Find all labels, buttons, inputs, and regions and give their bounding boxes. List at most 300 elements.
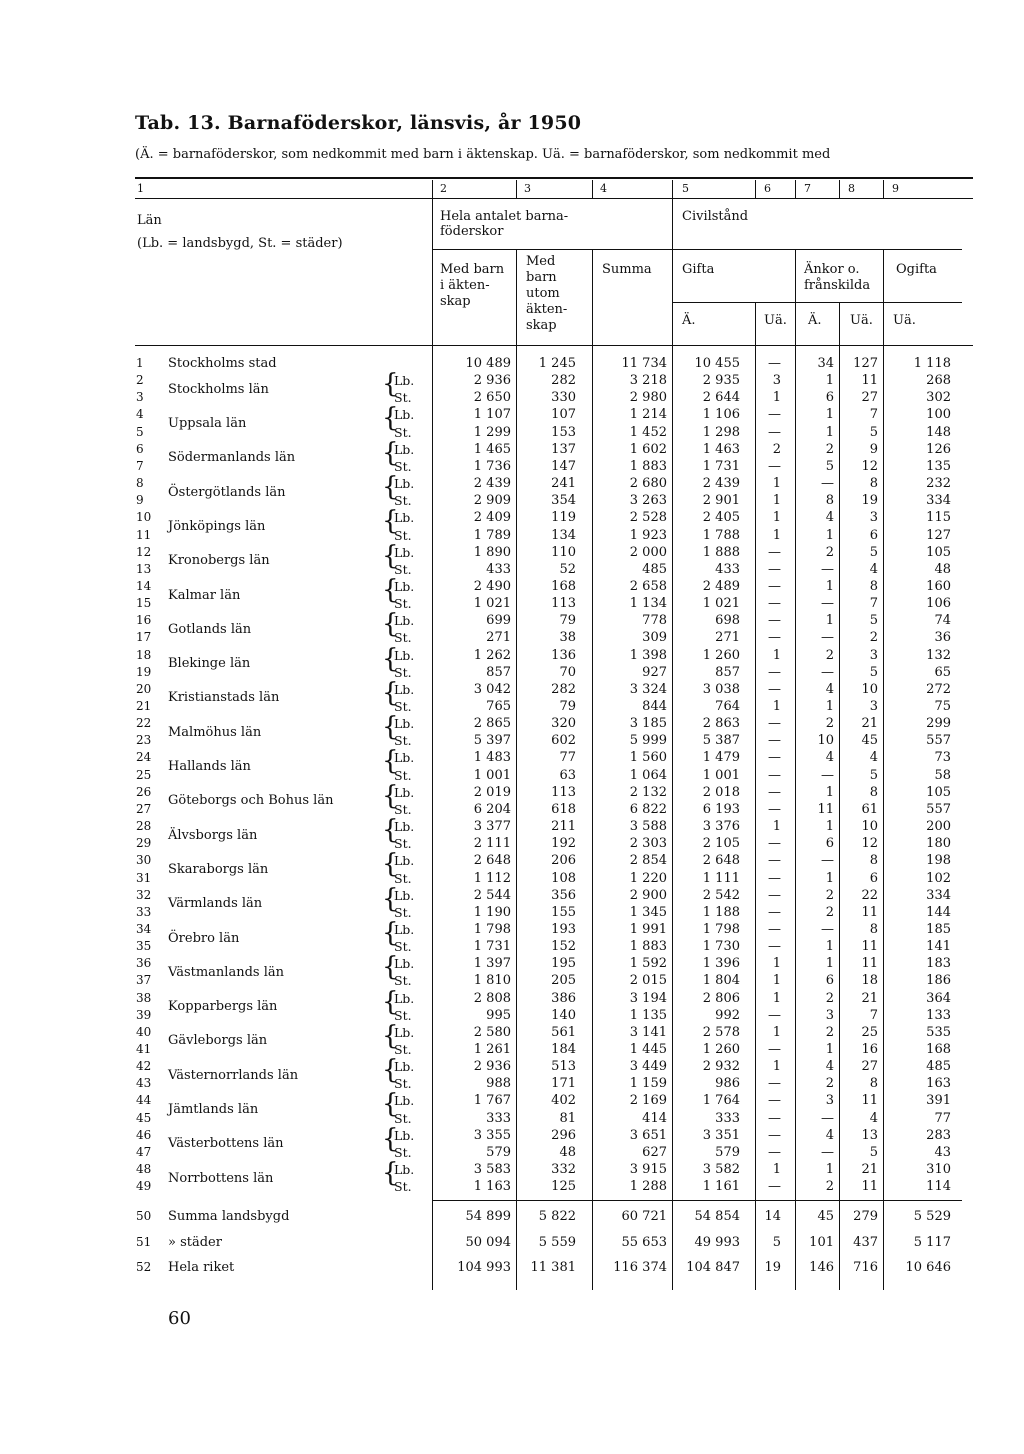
table-cell: 1 001 — [702, 767, 740, 783]
county-name: Västmanlands län — [168, 964, 284, 980]
row-number: 26 — [136, 784, 152, 799]
table-cell: 65 — [934, 664, 951, 680]
table-cell: 11 — [861, 956, 878, 972]
table-cell: — — [768, 578, 781, 594]
table-cell: 4 — [825, 681, 834, 697]
table-cell: 2 644 — [702, 390, 740, 406]
table-cell: 320 — [551, 716, 576, 732]
table-cell: 2 — [825, 647, 834, 663]
table-cell: 4 — [869, 750, 878, 766]
row-number: 9 — [136, 493, 144, 508]
total-cell: 104 847 — [686, 1260, 740, 1275]
row-number: 40 — [136, 1024, 152, 1039]
table-cell: 1 214 — [629, 407, 667, 423]
table-cell: 2 — [825, 1179, 834, 1195]
table-cell: 133 — [926, 1007, 951, 1023]
row-number: 24 — [136, 750, 152, 765]
county-name: Södermanlands län — [168, 450, 296, 466]
table-cell: 334 — [926, 493, 951, 509]
table-cell: 1 106 — [702, 407, 740, 423]
table-cell: 2 — [825, 1076, 834, 1092]
table-cell: 1 602 — [629, 441, 667, 457]
table-cell: 113 — [551, 784, 576, 800]
table-cell: 1 — [772, 699, 781, 714]
county-name: Skaraborgs län — [168, 861, 269, 877]
table-cell: 1 804 — [702, 973, 740, 989]
table-cell: 992 — [715, 1007, 740, 1023]
table-cell: 5 — [869, 664, 878, 680]
table-cell: 386 — [551, 990, 576, 1006]
row-number: 45 — [136, 1110, 152, 1125]
table-cell: 1 — [772, 1059, 781, 1075]
table-cell: — — [821, 853, 834, 869]
hela-rule — [432, 249, 672, 250]
table-cell: 988 — [486, 1076, 511, 1092]
row-area-type: St. — [394, 1144, 412, 1160]
table-cell: 1 159 — [629, 1076, 667, 1092]
table-cell: 627 — [642, 1144, 667, 1160]
header-gifta-a: Ä. — [682, 313, 696, 328]
header-ankor-ua: Uä. — [850, 313, 873, 328]
table-cell: 333 — [486, 1110, 511, 1126]
table-cell: 2 132 — [629, 784, 667, 800]
table-cell: 2 303 — [629, 836, 667, 852]
row-number: 46 — [136, 1127, 152, 1142]
table-cell: — — [768, 921, 781, 937]
row-area-type: St. — [394, 973, 412, 989]
table-cell: 1 — [825, 424, 834, 440]
table-cell: 22 — [861, 887, 878, 903]
table-cell: 2 528 — [629, 510, 667, 526]
table-cell: 332 — [551, 1162, 576, 1178]
table-cell: 147 — [551, 458, 576, 474]
table-cell: 1 — [825, 613, 834, 629]
table-cell: 107 — [551, 407, 576, 423]
table-cell: — — [768, 1093, 781, 1109]
row-number: 50 — [136, 1209, 152, 1223]
row-area-type: St. — [394, 630, 412, 646]
table-cell: 1 — [825, 699, 834, 714]
table-cell: 1 890 — [473, 544, 511, 560]
county-name: Västernorrlands län — [168, 1067, 299, 1083]
table-cell: 6 822 — [629, 801, 667, 817]
table-cell: 106 — [926, 596, 951, 612]
total-cell: 5 529 — [913, 1209, 951, 1224]
table-cell: 1 — [772, 476, 781, 492]
row-area-type: Lb. — [394, 441, 415, 457]
table-cell: 7 — [869, 407, 878, 423]
county-name: Hallands län — [168, 759, 251, 775]
table-cell: 63 — [559, 767, 576, 783]
row-area-type: Lb. — [394, 476, 415, 492]
table-cell: 2 806 — [702, 990, 740, 1006]
table-cell: 1 — [772, 1162, 781, 1178]
table-cell: 73 — [934, 750, 951, 766]
table-cell: 1 001 — [473, 767, 511, 783]
table-cell: 6 — [869, 870, 878, 886]
table-cell: 354 — [551, 493, 576, 509]
table-cell: 241 — [551, 476, 576, 492]
table-cell: 1 111 — [702, 870, 740, 886]
table-cell: 2 — [825, 904, 834, 920]
table-cell: 1 299 — [473, 424, 511, 440]
table-cell: 11 — [861, 939, 878, 955]
table-cell: 6 — [825, 390, 834, 406]
table-cell: 2 489 — [702, 578, 740, 594]
table-cell: 3 449 — [629, 1059, 667, 1075]
table-cell: 1 260 — [702, 647, 740, 663]
table-cell: — — [768, 1144, 781, 1160]
table-cell: 70 — [559, 664, 576, 680]
table-cell: 1 789 — [473, 527, 511, 543]
table-cell: 698 — [715, 613, 740, 629]
table-cell: 3 324 — [629, 681, 667, 697]
row-area-type: Lb. — [394, 990, 415, 1006]
table-cell: 127 — [926, 527, 951, 543]
total-cell: 116 374 — [613, 1260, 667, 1275]
table-cell: 2 405 — [702, 510, 740, 526]
table-cell: 3 582 — [702, 1162, 740, 1178]
row-number: 43 — [136, 1076, 152, 1091]
page-number: 60 — [168, 1308, 191, 1329]
row-number: 38 — [136, 990, 152, 1005]
brace-icon: { — [382, 849, 399, 880]
county-name: Blekinge län — [168, 656, 251, 672]
table-cell: 271 — [486, 630, 511, 646]
header-med-barn-1: Med barn — [440, 262, 505, 277]
table-cell: — — [768, 767, 781, 783]
row-number: 42 — [136, 1059, 152, 1074]
row-area-type: St. — [394, 458, 412, 474]
table-cell: 844 — [642, 699, 667, 714]
table-cell: 2 865 — [473, 716, 511, 732]
row-number: 14 — [136, 578, 152, 593]
brace-icon: { — [382, 677, 399, 708]
table-cell: 1 736 — [473, 458, 511, 474]
table-cell: 414 — [642, 1110, 667, 1126]
table-cell: 618 — [551, 801, 576, 817]
table-cell: — — [821, 630, 834, 646]
table-cell: 3 — [825, 1007, 834, 1023]
table-cell: 283 — [926, 1127, 951, 1143]
table-cell: — — [821, 561, 834, 577]
table-cell: 7 — [869, 596, 878, 612]
table-cell: 2 018 — [702, 784, 740, 800]
table-cell: — — [821, 921, 834, 937]
header-summa: Summa — [602, 262, 652, 277]
table-cell: 7 — [869, 1007, 878, 1023]
table-cell: 102 — [926, 870, 951, 886]
col-rule-6-top — [755, 180, 756, 198]
colnum-6: 6 — [764, 182, 771, 195]
row-area-type: Lb. — [394, 510, 415, 526]
brace-icon: { — [382, 1123, 399, 1154]
row-number: 5 — [136, 424, 144, 439]
table-cell: 3 351 — [702, 1127, 740, 1143]
table-cell: 995 — [486, 1007, 511, 1023]
table-cell: 2 169 — [629, 1093, 667, 1109]
row-number: 2 — [136, 373, 144, 388]
table-cell: 27 — [861, 390, 878, 406]
header-ogifta-ua: Uä. — [893, 313, 916, 328]
table-cell: 1 — [825, 1162, 834, 1178]
table-cell: 1 883 — [629, 458, 667, 474]
header-bottom-rule — [135, 345, 973, 346]
table-cell: 52 — [559, 561, 576, 577]
table-cell: 1 261 — [473, 1042, 511, 1057]
table-cell: 113 — [551, 596, 576, 612]
table-cell: — — [768, 1076, 781, 1092]
total-cell: 54 899 — [465, 1209, 511, 1224]
table-cell: 1 479 — [702, 750, 740, 766]
row-number: 16 — [136, 613, 152, 628]
civil-rule — [672, 249, 962, 250]
table-cell: 211 — [551, 819, 576, 835]
table-cell: 2 490 — [473, 578, 511, 594]
table-cell: — — [768, 630, 781, 646]
table-cell: 1 161 — [702, 1179, 740, 1195]
row-number: 39 — [136, 1007, 152, 1022]
table-cell: — — [768, 613, 781, 629]
table-cell: 2 111 — [473, 836, 511, 852]
table-cell: — — [821, 1144, 834, 1160]
table-cell: 3 355 — [473, 1127, 511, 1143]
row-area-type: Lb. — [394, 373, 415, 389]
county-name: Västerbottens län — [168, 1136, 284, 1152]
row-number: 41 — [136, 1042, 152, 1056]
table-cell: 272 — [926, 681, 951, 697]
table-cell: — — [768, 1179, 781, 1195]
table-cell: 79 — [559, 699, 576, 714]
table-cell: 3 — [825, 1093, 834, 1109]
colnum-8: 8 — [848, 182, 855, 195]
table-cell: 18 — [861, 973, 878, 989]
table-cell: 13 — [861, 1127, 878, 1143]
table-cell: 1 190 — [473, 904, 511, 920]
table-cell: 1 — [772, 956, 781, 972]
table-cell: 391 — [926, 1093, 951, 1109]
brace-icon: { — [382, 746, 399, 777]
header-med-utom-3: utom — [526, 286, 560, 301]
table-cell: 282 — [551, 373, 576, 389]
table-cell: 127 — [853, 356, 878, 371]
table-cell: 557 — [926, 733, 951, 749]
table-cell: 1 245 — [538, 356, 576, 371]
table-cell: 302 — [926, 390, 951, 406]
table-cell: 61 — [861, 801, 878, 817]
colnum-3: 3 — [524, 182, 531, 195]
table-cell: 3 141 — [629, 1024, 667, 1040]
table-cell: 485 — [642, 561, 667, 577]
table-cell: 81 — [559, 1110, 576, 1126]
table-cell: 1 — [772, 527, 781, 543]
table-cell: 148 — [926, 424, 951, 440]
table-cell: 282 — [551, 681, 576, 697]
table-cell: 155 — [551, 904, 576, 920]
table-cell: 5 — [869, 767, 878, 783]
table-cell: 334 — [926, 887, 951, 903]
header-med-utom-5: skap — [526, 318, 557, 333]
table-cell: 132 — [926, 647, 951, 663]
row-number: 28 — [136, 819, 152, 834]
table-cell: 48 — [934, 561, 951, 577]
table-cell: 2 901 — [702, 493, 740, 509]
table-cell: 1 — [772, 990, 781, 1006]
county-name: Gotlands län — [168, 621, 252, 637]
table-cell: 433 — [715, 561, 740, 577]
total-label: » städer — [168, 1235, 222, 1250]
row-area-type: Lb. — [394, 921, 415, 937]
table-cell: 186 — [926, 973, 951, 989]
row-number: 15 — [136, 596, 152, 611]
table-cell: 6 — [825, 836, 834, 852]
table-cell: 1 731 — [702, 458, 740, 474]
row-area-type: St. — [394, 1110, 412, 1126]
county-name: Uppsala län — [168, 416, 247, 432]
table-cell: 184 — [551, 1042, 576, 1057]
table-cell: 1 — [825, 819, 834, 835]
table-cell: — — [768, 596, 781, 612]
row-number: 18 — [136, 647, 152, 662]
table-cell: — — [768, 750, 781, 766]
table-cell: 2 900 — [629, 887, 667, 903]
row-area-type: St. — [394, 1042, 412, 1057]
brace-icon: { — [382, 574, 399, 605]
table-cell: 1 260 — [702, 1042, 740, 1057]
table-cell: 58 — [934, 767, 951, 783]
row-area-type: Lb. — [394, 819, 415, 835]
table-cell: 513 — [551, 1059, 576, 1075]
table-cell: — — [821, 596, 834, 612]
table-cell: 160 — [926, 578, 951, 594]
table-cell: — — [768, 561, 781, 577]
table-cell: 108 — [551, 870, 576, 886]
table-cell: — — [768, 939, 781, 955]
table-cell: — — [768, 887, 781, 903]
table-cell: 2 015 — [629, 973, 667, 989]
table-cell: 4 — [825, 1059, 834, 1075]
table-cell: 6 193 — [702, 801, 740, 817]
table-cell: 5 — [869, 544, 878, 560]
colnum-rule — [135, 198, 973, 199]
row-area-type: Lb. — [394, 1093, 415, 1109]
table-cell: 79 — [559, 613, 576, 629]
table-cell: 1 — [825, 870, 834, 886]
table-cell: — — [768, 904, 781, 920]
table-cell: 2 648 — [702, 853, 740, 869]
county-name: Malmöhus län — [168, 724, 262, 740]
table-cell: 2 105 — [702, 836, 740, 852]
table-cell: 1 — [825, 578, 834, 594]
table-cell: 10 — [861, 681, 878, 697]
table-cell: 1 118 — [913, 356, 951, 371]
brace-icon: { — [382, 643, 399, 674]
table-cell: 1 — [772, 819, 781, 835]
row-area-type: St. — [394, 424, 412, 440]
row-number: 23 — [136, 733, 152, 748]
table-cell: 765 — [486, 699, 511, 714]
total-cell: 5 — [772, 1235, 781, 1250]
table-cell: 1 888 — [702, 544, 740, 560]
header-hela: Hela antalet barna- — [440, 209, 569, 224]
table-cell: 1 923 — [629, 527, 667, 543]
table-cell: 168 — [551, 578, 576, 594]
table-cell: 185 — [926, 921, 951, 937]
total-cell: 5 559 — [538, 1235, 576, 1250]
table-cell: 2 — [825, 887, 834, 903]
table-cell: 927 — [642, 664, 667, 680]
table-cell: 1 107 — [473, 407, 511, 423]
table-cell: 2 — [869, 630, 878, 646]
table-cell: 579 — [486, 1144, 511, 1160]
row-area-type: St. — [394, 527, 412, 543]
row-number: 48 — [136, 1162, 152, 1177]
table-cell: 16 — [861, 1042, 878, 1057]
table-cell: 1 — [825, 407, 834, 423]
brace-icon: { — [382, 1158, 399, 1189]
brace-icon: { — [382, 506, 399, 537]
table-cell: 1 — [772, 1024, 781, 1040]
table-cell: 6 — [869, 527, 878, 543]
header-lan: Län — [137, 213, 162, 228]
colnum-9: 9 — [892, 182, 899, 195]
total-cell: 60 721 — [621, 1209, 667, 1224]
header-ankor-a: Ä. — [808, 313, 822, 328]
header-med-utom-4: äkten- — [526, 302, 568, 317]
brace-icon: { — [382, 403, 399, 434]
table-cell: 205 — [551, 973, 576, 989]
table-cell: 2 — [825, 1024, 834, 1040]
table-cell: 268 — [926, 373, 951, 389]
table-cell: 75 — [934, 699, 951, 714]
table-cell: 2 648 — [473, 853, 511, 869]
header-med-utom-1: Med — [526, 254, 556, 269]
table-cell: 3 — [869, 510, 878, 526]
table-cell: 2 932 — [702, 1059, 740, 1075]
table-cell: 5 — [825, 458, 834, 474]
table-cell: 857 — [486, 664, 511, 680]
row-area-type: St. — [394, 904, 412, 920]
total-cell: 11 381 — [530, 1260, 576, 1275]
header-gifta: Gifta — [682, 262, 715, 277]
table-cell: 1 798 — [473, 921, 511, 937]
row-number: 10 — [136, 510, 152, 525]
row-area-type: Lb. — [394, 613, 415, 629]
table-cell: 136 — [551, 647, 576, 663]
table-cell: 8 — [869, 921, 878, 937]
row-area-type: St. — [394, 801, 412, 817]
table-cell: 2 909 — [473, 493, 511, 509]
row-number: 35 — [136, 939, 152, 954]
total-cell: 437 — [853, 1235, 878, 1250]
table-cell: 5 999 — [629, 733, 667, 749]
row-area-type: St. — [394, 733, 412, 749]
table-cell: 195 — [551, 956, 576, 972]
table-cell: — — [768, 356, 781, 371]
table-cell: 11 — [817, 801, 834, 817]
row-number: 44 — [136, 1093, 152, 1108]
table-cell: 11 — [861, 1093, 878, 1109]
table-cell: 1 483 — [473, 750, 511, 766]
table-cell: 1 — [825, 784, 834, 800]
header-civilstand: Civilstånd — [682, 209, 749, 224]
table-cell: 5 397 — [473, 733, 511, 749]
table-cell: 200 — [926, 819, 951, 835]
county-name: Stockholms län — [168, 381, 269, 397]
table-cell: — — [768, 544, 781, 560]
table-cell: 1 134 — [629, 596, 667, 612]
row-number: 33 — [136, 904, 152, 919]
